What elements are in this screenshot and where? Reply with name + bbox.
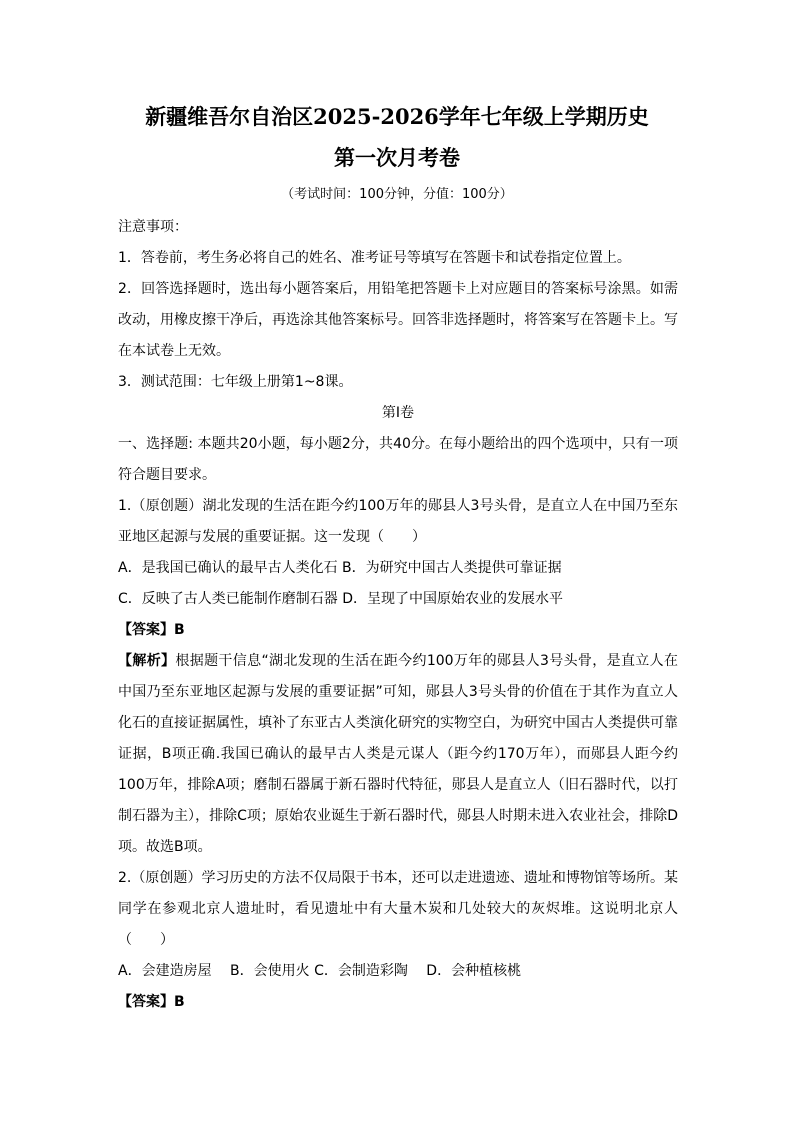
notes-item-2: 2．回答选择题时，选出每小题答案后，用铅笔把答题卡上对应题目的答案标号涂黑。如需改动，用橡皮擦干净后，再选涂其他答案标号。回答非选择题时，将答案写在答题卡上。写在本试卷上无效。 <box>118 281 678 359</box>
exam-title-line2: 第一次月考卷 <box>334 145 460 170</box>
exam-time-info: （考试时间：100分钟，分值：100分） <box>281 187 513 202</box>
notes-item-3: 3．测试范围：七年级上册第1~8课。 <box>118 374 353 390</box>
question-1-answer: 【答案】B <box>118 622 185 638</box>
notes-item-1: 1．答卷前，考生务必将自己的姓名、准考证号等填写在答题卡和试卷指定位置上。 <box>118 250 631 266</box>
analysis-label: 【解析】 <box>118 653 176 669</box>
question-1-analysis <box>118 646 678 863</box>
question-1-options-cd: C．反映了古人类已能制作磨制石器 D．呈现了中国原始农业的发展水平 <box>118 591 564 607</box>
question-1-stem: 1.（原创题）湖北发现的生活在距今约100万年的郧县人3号头骨，是直立人在中国乃至东亚地区起源与发展的重要证据。这一发现（ ） <box>118 498 678 545</box>
notes-heading: 注意事项： <box>118 219 188 235</box>
exam-body <box>118 212 678 1018</box>
question-2-stem: 2.（原创题）学习历史的方法不仅局限于书本，还可以走进遗迹、遗址和博物馆等场所。某同学在参观北京人遗址时，看见遗址中有大量木炭和几处较大的灰烬堆。这说明北京人（ ） <box>118 870 678 948</box>
section-intro: 一、选择题: 本题共20小题，每小题2分，共40分。在每小题给出的四个选项中，只有一项符合题目要求。 <box>118 436 678 483</box>
analysis-text: 根据题干信息“湖北发现的生活在距今约100万年的郧县人3号头骨，是直立人在中国乃至东亚地区起源与发展的重要证据”可知，郧县人3号头骨的价值在于其作为直立人化石的直接证据属性，填补了东亚古人类演化研究的实物空白，为研究中国古人类提供可靠证据，B项正确.我国已确认的最早古人类是元谋人（距今约170万年），而郧县人距今约100万年，排除A项；磨制石器属于新石器时代特征，郧县人是直立人（旧石器时代，以打制石器为主），排除C项；原始农业诞生于新石器时代，郧县人时期未进入农业社会，排除D项。故选B项。 <box>118 653 678 855</box>
question-2-answer: 【答案】B <box>118 994 185 1010</box>
question-2-options: A．会建造房屋 B．会使用火 C．会制造彩陶 D．会种植核桃 <box>118 963 522 979</box>
question-1-options-ab: A．是我国已确认的最早古人类化石 B．为研究中国古人类提供可靠证据 <box>118 560 562 576</box>
exam-title: 新疆维吾尔自治区2025-2026学年七年级上学期历史 <box>145 104 649 129</box>
volume-heading: 第Ⅰ卷 <box>381 405 415 421</box>
